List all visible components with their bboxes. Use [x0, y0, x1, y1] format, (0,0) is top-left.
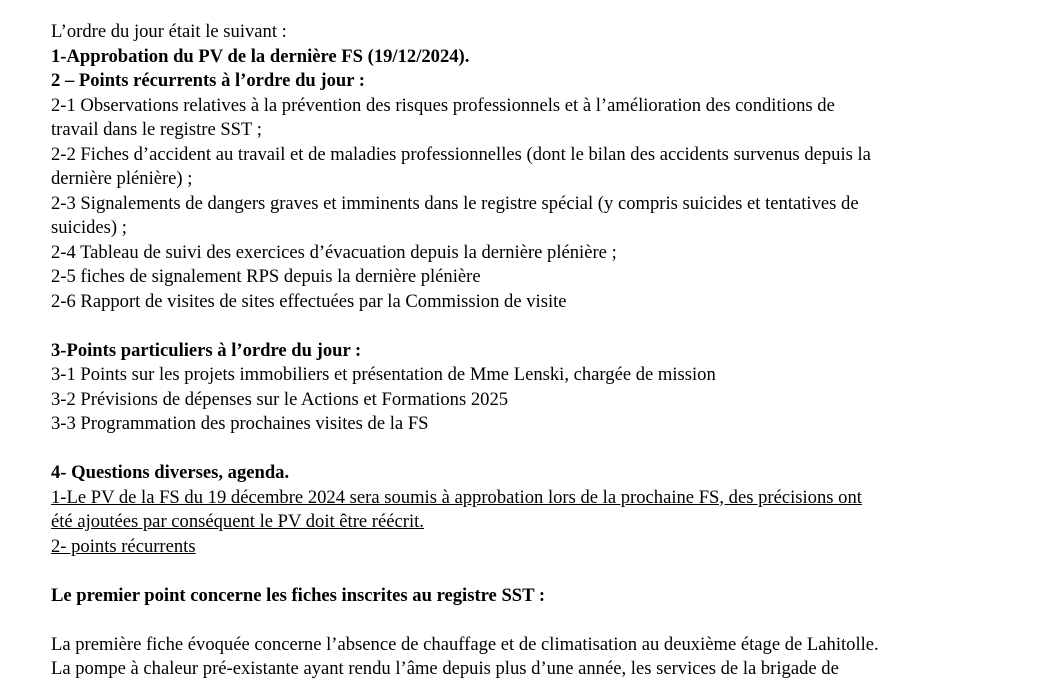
spacer — [51, 559, 1011, 584]
agenda-line: suicides) ; — [51, 217, 127, 238]
agenda-line: dernière plénière) ; — [51, 168, 193, 189]
agenda-line: 3-1 Points sur les projets immobiliers et présentation de Mme Lenski, chargée de mission — [51, 364, 716, 385]
spacer — [51, 437, 1011, 462]
agenda-line: travail dans le registre SST ; — [51, 119, 262, 140]
agenda-line: 2-1 Observations relatives à la prévention des risques professionnels et à l’amélioration des conditions de — [51, 94, 835, 116]
agenda-line: 2-4 Tableau de suivi des exercices d’évacuation depuis la dernière plénière ; — [51, 241, 617, 263]
underlined-line: 2- points récurrents — [51, 535, 196, 557]
agenda-item-3-heading: 3-Points particuliers à l’ordre du jour : — [51, 339, 362, 361]
sst-section-heading: Le premier point concerne les fiches inscrites au registre SST : — [51, 584, 546, 606]
document-page — [51, 20, 1011, 682]
body-line: La pompe à chaleur pré-existante ayant rendu l’âme depuis plus d’une année, les services de la brigade de — [51, 658, 839, 679]
underlined-line: 1-Le PV de la FS du 19 décembre 2024 sera soumis à approbation lors de la prochaine FS, des précisions ont — [51, 486, 862, 508]
agenda-line: 3-2 Prévisions de dépenses sur le Actions et Formations 2025 — [51, 388, 509, 410]
agenda-item-1: 1-Approbation du PV de la dernière FS (19/12/2024). — [51, 45, 470, 67]
agenda-item-2-heading: 2 – Points récurrents à l’ordre du jour : — [51, 70, 365, 91]
agenda-line: 3-3 Programmation des prochaines visites de la FS — [51, 413, 429, 434]
agenda-line: 2-2 Fiches d’accident au travail et de maladies professionnelles (dont le bilan des accidents survenus depuis la — [51, 143, 871, 165]
underlined-line: été ajoutées par conséquent le PV doit être réécrit. — [51, 511, 424, 532]
spacer — [51, 314, 1011, 339]
body-line: La première fiche évoquée concerne l’absence de chauffage et de climatisation au deuxième étage de Lahitolle. — [51, 633, 879, 655]
agenda-line: 2-3 Signalements de dangers graves et imminents dans le registre spécial (y compris suicides et tentatives de — [51, 192, 859, 214]
agenda-item-4-heading: 4- Questions diverses, agenda. — [51, 462, 290, 483]
spacer — [51, 608, 1011, 633]
agenda-line: 2-6 Rapport de visites de sites effectuées par la Commission de visite — [51, 290, 567, 312]
intro-text: L’ordre du jour était le suivant : — [51, 21, 287, 42]
agenda-line: 2-5 fiches de signalement RPS depuis la dernière plénière — [51, 266, 481, 287]
